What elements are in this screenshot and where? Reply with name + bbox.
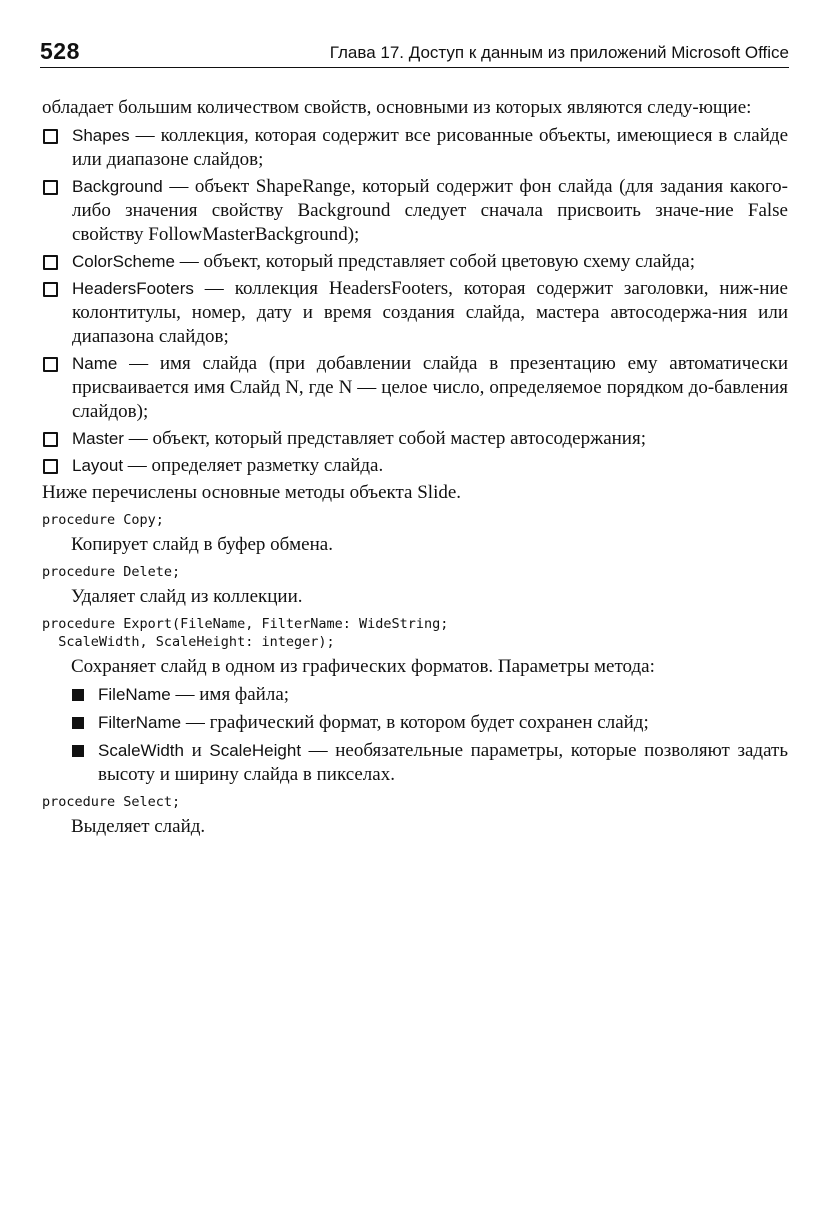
property-term: Master	[72, 429, 124, 448]
list-item	[42, 124, 788, 172]
param-term: ScaleWidth	[98, 741, 184, 760]
param-term: FileName	[98, 685, 171, 704]
property-text: — объект, который представляет собой мастер автосодержания;	[123, 428, 646, 449]
bullet-square-icon	[72, 689, 84, 701]
running-head: Глава 17. Доступ к данным из приложений Microsoft Office	[329, 43, 789, 62]
param-text: — необязательные параметры, которые позволяют задать высоту и ширину слайда в пикселах.	[98, 740, 788, 785]
method-description-copy: Копирует слайд в буфер обмена.	[71, 534, 333, 555]
checkbox-square-icon	[43, 180, 58, 195]
checkbox-square-icon	[43, 282, 58, 297]
param-term: ScaleHeight	[209, 741, 302, 760]
checkbox-square-icon	[43, 432, 58, 447]
property-text: — имя слайда (при добавлении слайда в презентацию ему автоматически присваивается имя Слайд N, где N — целое число, определяемое порядком до-бавления слайдов);	[72, 353, 788, 422]
param-connector: и	[183, 740, 210, 761]
checkbox-square-icon	[43, 357, 58, 372]
list-item	[42, 454, 788, 478]
method-signature-copy: procedure Copy;	[42, 512, 164, 528]
property-term: Shapes	[72, 126, 130, 145]
property-term: HeadersFooters	[72, 279, 194, 298]
list-item	[42, 250, 788, 274]
list-item	[42, 683, 788, 707]
param-text: — графический формат, в котором будет сохранен слайд;	[181, 712, 649, 733]
method-signature-select: procedure Select;	[42, 794, 181, 810]
list-item	[42, 277, 788, 349]
property-text: — объект, который представляет собой цветовую схему слайда;	[175, 251, 696, 272]
list-item	[42, 352, 788, 424]
intro-paragraph: обладает большим количеством свойств, основными из которых являются следу-ющие:	[42, 97, 752, 118]
property-term: Background	[72, 177, 163, 196]
param-term: FilterName	[98, 713, 182, 732]
page-body	[42, 96, 788, 841]
export-params-list	[42, 683, 788, 787]
property-text: — коллекция, которая содержит все рисованные объекты, имеющиеся в слайде или диапазоне слайдов;	[72, 125, 788, 170]
properties-list	[42, 124, 788, 478]
checkbox-square-icon	[43, 459, 58, 474]
method-description-select: Выделяет слайд.	[71, 816, 206, 837]
page-header	[40, 40, 789, 68]
property-term: Layout	[72, 456, 124, 475]
property-text: — коллекция HeadersFooters, которая содержит заголовки, ниж-ние колонтитулы, номер, дату и время создания слайда, мастера автосодержа-ния или диапазона слайдов;	[72, 278, 788, 347]
method-signature-delete: procedure Delete;	[42, 564, 181, 580]
list-item	[42, 739, 788, 787]
method-signature-export: procedure Export(FileName, FilterName: WideString; ScaleWidth, ScaleHeight: integer);	[42, 616, 449, 650]
list-item	[42, 427, 788, 451]
property-text: — объект ShapeRange, который содержит фон слайда (для задания какого-либо значения свойству Background следует сначала присвоить значе-ние False свойству FollowMasterBackground);	[72, 176, 788, 245]
methods-intro: Ниже перечислены основные методы объекта Slide.	[42, 482, 462, 503]
page-number: 528	[40, 38, 80, 64]
param-text: — имя файла;	[170, 684, 290, 705]
list-item	[42, 175, 788, 247]
property-term: ColorScheme	[72, 252, 175, 271]
property-term: Name	[72, 354, 118, 373]
bullet-square-icon	[72, 717, 84, 729]
checkbox-square-icon	[43, 129, 58, 144]
list-item	[42, 711, 788, 735]
method-description-delete: Удаляет слайд из коллекции.	[71, 586, 303, 607]
checkbox-square-icon	[43, 255, 58, 270]
bullet-square-icon	[72, 745, 84, 757]
method-description-export: Сохраняет слайд в одном из графических форматов. Параметры метода:	[71, 656, 655, 677]
property-text: — определяет разметку слайда.	[123, 455, 384, 476]
